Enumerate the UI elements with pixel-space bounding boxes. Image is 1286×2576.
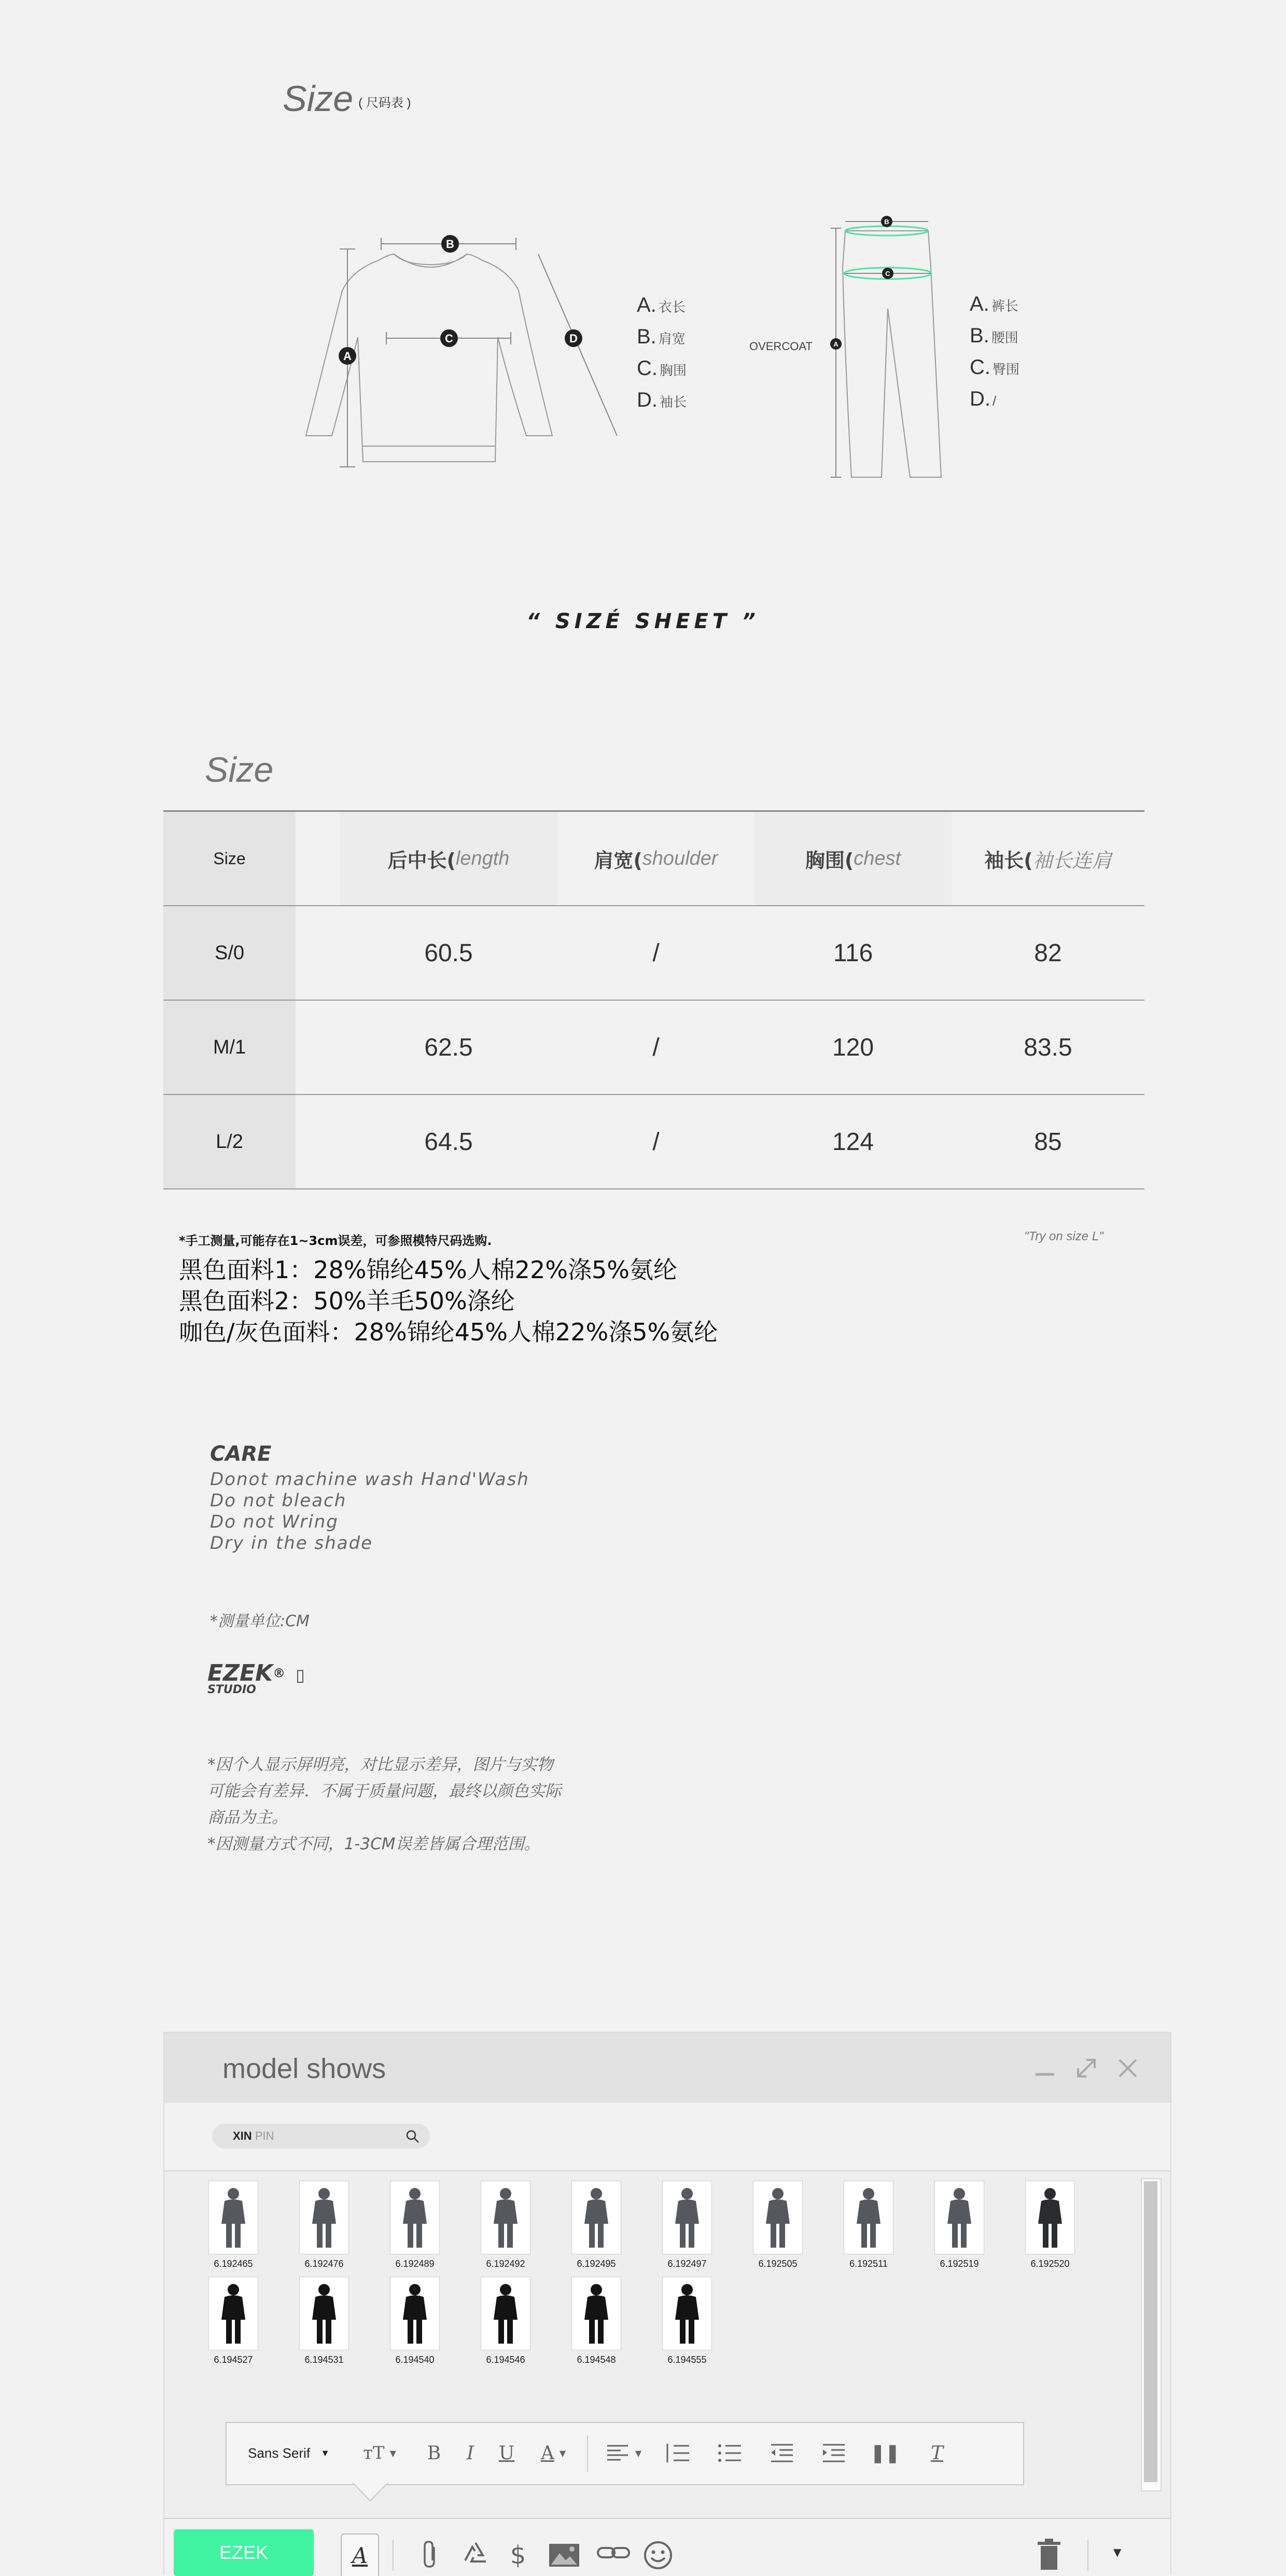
bullet-list-icon (717, 2443, 742, 2463)
table-header-row (163, 812, 1144, 906)
italic-button[interactable]: I (466, 2442, 474, 2464)
thumbnail-image (844, 2181, 893, 2254)
legend-letter: D. (637, 389, 658, 411)
jacket-collar (394, 254, 467, 267)
thumbnail-image (571, 2277, 621, 2350)
chevron-down-icon: ▼ (559, 2448, 566, 2458)
cell-sleeve: 83.5 (1024, 1033, 1072, 1061)
thumbnail-caption: 6.194546 (486, 2355, 525, 2365)
header-cn: 肩宽( (594, 849, 642, 872)
size-sheet-title: “ SIZÉ SHEET ” (526, 610, 760, 633)
thumbnail-item[interactable] (369, 2277, 460, 2365)
unit-note: *测量单位:CM (210, 1612, 310, 1630)
cell-chest: 120 (832, 1033, 874, 1061)
size-chart-title-text: Size (283, 78, 354, 119)
model-figure (481, 2181, 530, 2254)
cell-chest: 116 (833, 939, 873, 967)
quote-button[interactable]: ❚❚ (870, 2443, 900, 2463)
header-cn: 袖长( (984, 849, 1033, 872)
header-size-label: Size (163, 812, 296, 905)
size-chart-title (283, 78, 411, 119)
size-table (163, 810, 1144, 1190)
header-en: 袖长连肩 (1032, 850, 1112, 872)
row-size-label: S/0 (163, 906, 296, 1000)
cell-shoulder: / (652, 1033, 660, 1061)
thumbnail-image (481, 2181, 530, 2254)
ordered-list-icon (665, 2443, 690, 2463)
trousers-legend-b (970, 321, 1019, 353)
brand-name: EZEK (207, 1660, 273, 1686)
disclaimer-line: 可能会有差异．不属于质量问题，最终以颜色实际 (207, 1782, 561, 1801)
thumbnail-item[interactable] (188, 2277, 279, 2365)
thumbnail-caption: 6.192520 (1030, 2259, 1070, 2269)
align-left-icon (605, 2443, 630, 2463)
model-figure (753, 2181, 802, 2254)
row-size-label: M/1 (163, 1001, 296, 1094)
clear-format-button[interactable]: T (930, 2442, 943, 2464)
thumbnail-caption: 6.194555 (667, 2355, 707, 2365)
text-color-label: A (540, 2442, 554, 2464)
legend-letter: A. (970, 293, 989, 315)
model-shows-window (163, 2032, 1171, 2575)
minimize-icon[interactable] (1030, 2054, 1059, 2083)
model-figure (481, 2277, 530, 2350)
thumbnail-image (208, 2277, 258, 2350)
toolbar-divider (587, 2435, 588, 2472)
model-figure (390, 2181, 439, 2254)
attach-icon[interactable] (418, 2540, 441, 2569)
window-title: model shows (222, 2053, 386, 2084)
thumbnail-item[interactable] (460, 2181, 551, 2269)
bullet-list-button[interactable] (709, 2439, 750, 2468)
care-line: Do not Wring (210, 1512, 339, 1532)
brand-sub: STUDIO (207, 1683, 256, 1696)
model-figure (935, 2181, 984, 2254)
thumbnail-image (1025, 2181, 1075, 2254)
legend-text: 裤长 (991, 298, 1018, 314)
thumbnail-caption: 6.194527 (214, 2355, 253, 2365)
thumbnail-item[interactable] (369, 2181, 460, 2269)
search-icon[interactable] (405, 2129, 421, 2144)
legend-text: 腰围 (991, 330, 1018, 345)
thumbnail-caption: 6.192505 (758, 2259, 798, 2269)
brand-glyph: ▯ (296, 1665, 305, 1685)
thumbnail-caption: 6.194540 (395, 2355, 435, 2365)
thumbnail-item[interactable] (823, 2181, 914, 2269)
trousers-marker-a-letter: A (833, 340, 838, 348)
thumbnail-image (481, 2277, 530, 2350)
marker-a-letter: A (343, 350, 352, 363)
text-color-button[interactable] (527, 2439, 579, 2468)
care-line: Do not bleach (210, 1490, 347, 1511)
thumbnail-item[interactable] (551, 2277, 642, 2365)
model-figure (663, 2181, 711, 2254)
cell-sleeve: 85 (1034, 1128, 1062, 1156)
thumbnail-caption: 6.192492 (486, 2259, 525, 2269)
thumbnail-image (390, 2181, 440, 2254)
underline-button[interactable]: U (498, 2442, 515, 2464)
thumbnail-caption: 6.194548 (577, 2355, 616, 2365)
header-sleeve (952, 812, 1144, 905)
trousers-legend (970, 289, 1019, 416)
search-bar (164, 2103, 1170, 2171)
header-en: chest (854, 847, 901, 869)
model-figure (844, 2181, 893, 2254)
trousers-diagram (824, 210, 959, 485)
jacket-legend-a (637, 290, 687, 322)
svg-text:$: $ (510, 2541, 526, 2570)
legend-text: 衣长 (658, 299, 686, 315)
search-input-text (233, 2129, 274, 2143)
trousers-legend-c (970, 353, 1019, 384)
marker-b-letter: B (446, 238, 454, 251)
marker-c-letter: C (445, 332, 453, 345)
brand-logo (207, 1660, 305, 1696)
bold-button[interactable]: B (427, 2442, 441, 2464)
disclaimer-line: *因个人显示屏明亮，对比显示差异，图片与实物 (207, 1755, 553, 1774)
model-figure (209, 2277, 258, 2350)
indent-icon (821, 2443, 846, 2463)
thumbnail-item[interactable] (641, 2277, 733, 2365)
chevron-down-icon: ▼ (635, 2448, 642, 2458)
bottom-bar (164, 2518, 1170, 2575)
overcoat-label: OVERCOAT (749, 340, 813, 353)
recycle-icon[interactable] (461, 2540, 490, 2569)
disclaimer-line: *因测量方式不同，1-3CM误差皆属合理范围。 (207, 1835, 540, 1853)
font-family-label: Sans Serif (248, 2445, 311, 2461)
chevron-down-icon: ▼ (320, 2447, 330, 2458)
thumbnail-caption: 6.192511 (849, 2259, 888, 2269)
thumbnail-item[interactable] (460, 2277, 551, 2365)
thumbnail-caption: 6.194531 (304, 2355, 344, 2365)
legend-letter: B. (970, 324, 989, 347)
thumbnail-item[interactable] (551, 2181, 642, 2269)
size-table-title: Size (205, 750, 274, 790)
scrollbar-thumb[interactable] (1144, 2181, 1157, 2482)
table-row (163, 1001, 1144, 1095)
chevron-down-icon: ▼ (389, 2448, 396, 2458)
trousers-legend-d (970, 384, 1019, 416)
ordered-list-button[interactable] (657, 2439, 698, 2468)
header-en: length (455, 847, 510, 869)
legend-letter: D. (970, 387, 990, 410)
legend-text: 肩宽 (658, 331, 686, 347)
cell-sleeve: 82 (1034, 939, 1062, 967)
model-figure (663, 2277, 711, 2350)
model-figure (1026, 2181, 1074, 2254)
search-input[interactable] (212, 2124, 430, 2149)
legend-text: / (993, 393, 997, 409)
jacket-legend-b (637, 322, 687, 354)
image-icon[interactable] (547, 2540, 581, 2569)
legend-text: 胸围 (660, 363, 687, 378)
scrollbar[interactable] (1141, 2178, 1162, 2491)
fabric-line: 黑色面料2：50%羊毛50%涤纶 (179, 1287, 515, 1315)
cell-shoulder: / (652, 939, 660, 967)
outdent-button[interactable] (761, 2439, 802, 2468)
thumbnail-image (571, 2181, 621, 2254)
bottom-divider (393, 2540, 394, 2571)
thumbnail-item[interactable] (914, 2181, 1005, 2269)
thumbnail-item[interactable] (188, 2181, 279, 2269)
thumbnail-image (299, 2277, 349, 2350)
emoji-icon[interactable] (642, 2540, 674, 2571)
thumbnail-caption: 6.192476 (304, 2259, 344, 2269)
care-line: Dry in the shade (210, 1533, 373, 1554)
thumbnail-image (934, 2181, 984, 2254)
trousers-marker-c-letter: C (885, 270, 890, 278)
legend-text: 袖长 (660, 394, 687, 410)
thumbnail-caption: 6.192465 (214, 2259, 253, 2269)
jacket-legend-c (637, 354, 687, 385)
cell-length: 60.5 (424, 939, 473, 967)
legend-letter: C. (970, 356, 990, 379)
thumbnail-image (299, 2181, 349, 2254)
thumbnail-item[interactable] (278, 2277, 370, 2365)
brand-registered: ® (273, 1666, 286, 1681)
marker-d-letter: D (569, 332, 578, 345)
editor-toolbar (226, 2422, 1024, 2485)
jacket-diagram (290, 223, 643, 482)
table-row (163, 1095, 1144, 1189)
header-cn: 后中长( (387, 849, 456, 872)
model-figure (300, 2181, 348, 2254)
model-figure (209, 2181, 258, 2254)
close-icon[interactable] (1113, 2054, 1142, 2083)
font-family-select[interactable] (237, 2439, 341, 2468)
toolbar-pointer (352, 2482, 388, 2503)
thumbnail-caption: 6.192519 (940, 2259, 979, 2269)
format-icon-label: A (352, 2542, 368, 2568)
chevron-down-icon: ▼ (1113, 2546, 1122, 2558)
size-chart-subtitle: ( 尺码表 ) (358, 96, 411, 110)
legend-letter: C. (637, 357, 658, 380)
thumbnail-image (753, 2181, 803, 2254)
cell-shoulder: / (652, 1128, 660, 1156)
expand-icon[interactable] (1072, 2054, 1101, 2083)
thumbnail-image (662, 2181, 712, 2254)
thumbnail-image (208, 2181, 258, 2254)
care-line: Donot machine wash Hand'Wash (210, 1469, 529, 1490)
thumbnail-item[interactable] (1004, 2181, 1096, 2269)
thumbnail-caption: 6.192497 (667, 2259, 707, 2269)
jacket-legend-d (637, 385, 687, 417)
model-figure (300, 2277, 348, 2350)
header-length (340, 812, 557, 905)
try-on-note: "Try on size L" (1024, 1229, 1103, 1243)
thumbnail-image (390, 2277, 440, 2350)
measurement-note: *手工测量,可能存在1~3cm误差，可参照模特尺码选购. (179, 1234, 492, 1248)
dollar-icon[interactable] (508, 2540, 528, 2571)
jacket-legend (637, 290, 687, 417)
table-row (163, 906, 1144, 1001)
trousers-legend-a (970, 289, 1019, 321)
header-cn: 胸围( (805, 849, 854, 872)
search-text-light: PIN (255, 2129, 274, 2142)
trash-icon[interactable] (1036, 2538, 1063, 2572)
thumbnail-item[interactable] (278, 2181, 370, 2269)
cell-length: 64.5 (424, 1128, 473, 1156)
font-size-select[interactable] (351, 2439, 408, 2468)
model-figure (390, 2277, 439, 2350)
thumbnail-item[interactable] (641, 2181, 733, 2269)
window-titlebar[interactable] (164, 2033, 1170, 2103)
thumbnail-item[interactable] (732, 2181, 823, 2269)
thumbnail-caption: 6.192495 (577, 2259, 616, 2269)
bottom-divider-right (1087, 2540, 1088, 2571)
align-button[interactable] (595, 2439, 652, 2468)
fabric-line: 咖色/灰色面料：28%锦纶45%人棉22%涤5%氨纶 (179, 1318, 718, 1346)
fabric-line: 黑色面料1：28%锦纶45%人棉22%涤5%氨纶 (179, 1256, 677, 1284)
thumbnail-caption: 6.192489 (395, 2259, 435, 2269)
legend-letter: B. (637, 325, 656, 348)
outdent-icon (769, 2443, 794, 2463)
trousers-marker-b-letter: B (884, 218, 889, 226)
ezek-button[interactable]: EZEK (174, 2529, 314, 2576)
cell-length: 62.5 (424, 1033, 473, 1061)
indent-button[interactable] (813, 2439, 854, 2468)
header-en: shoulder (642, 847, 718, 869)
header-chest (754, 812, 952, 905)
cell-chest: 124 (832, 1128, 874, 1156)
row-size-label: L/2 (163, 1095, 296, 1188)
search-text-bold: XIN (233, 2129, 252, 2142)
model-figure (572, 2181, 621, 2254)
legend-letter: A. (637, 294, 656, 316)
care-title: CARE (210, 1442, 272, 1466)
model-figure (572, 2277, 621, 2350)
font-size-label: тT (363, 2443, 385, 2463)
disclaimer-line: 商品为主。 (207, 1808, 288, 1827)
thumbnail-grid (164, 2171, 1139, 2384)
link-icon[interactable] (596, 2540, 632, 2566)
header-shoulder (557, 812, 754, 905)
format-button[interactable] (341, 2533, 379, 2576)
legend-text: 臀围 (993, 362, 1020, 377)
more-options-button[interactable] (1113, 2546, 1121, 2558)
thumbnail-image (662, 2277, 712, 2350)
